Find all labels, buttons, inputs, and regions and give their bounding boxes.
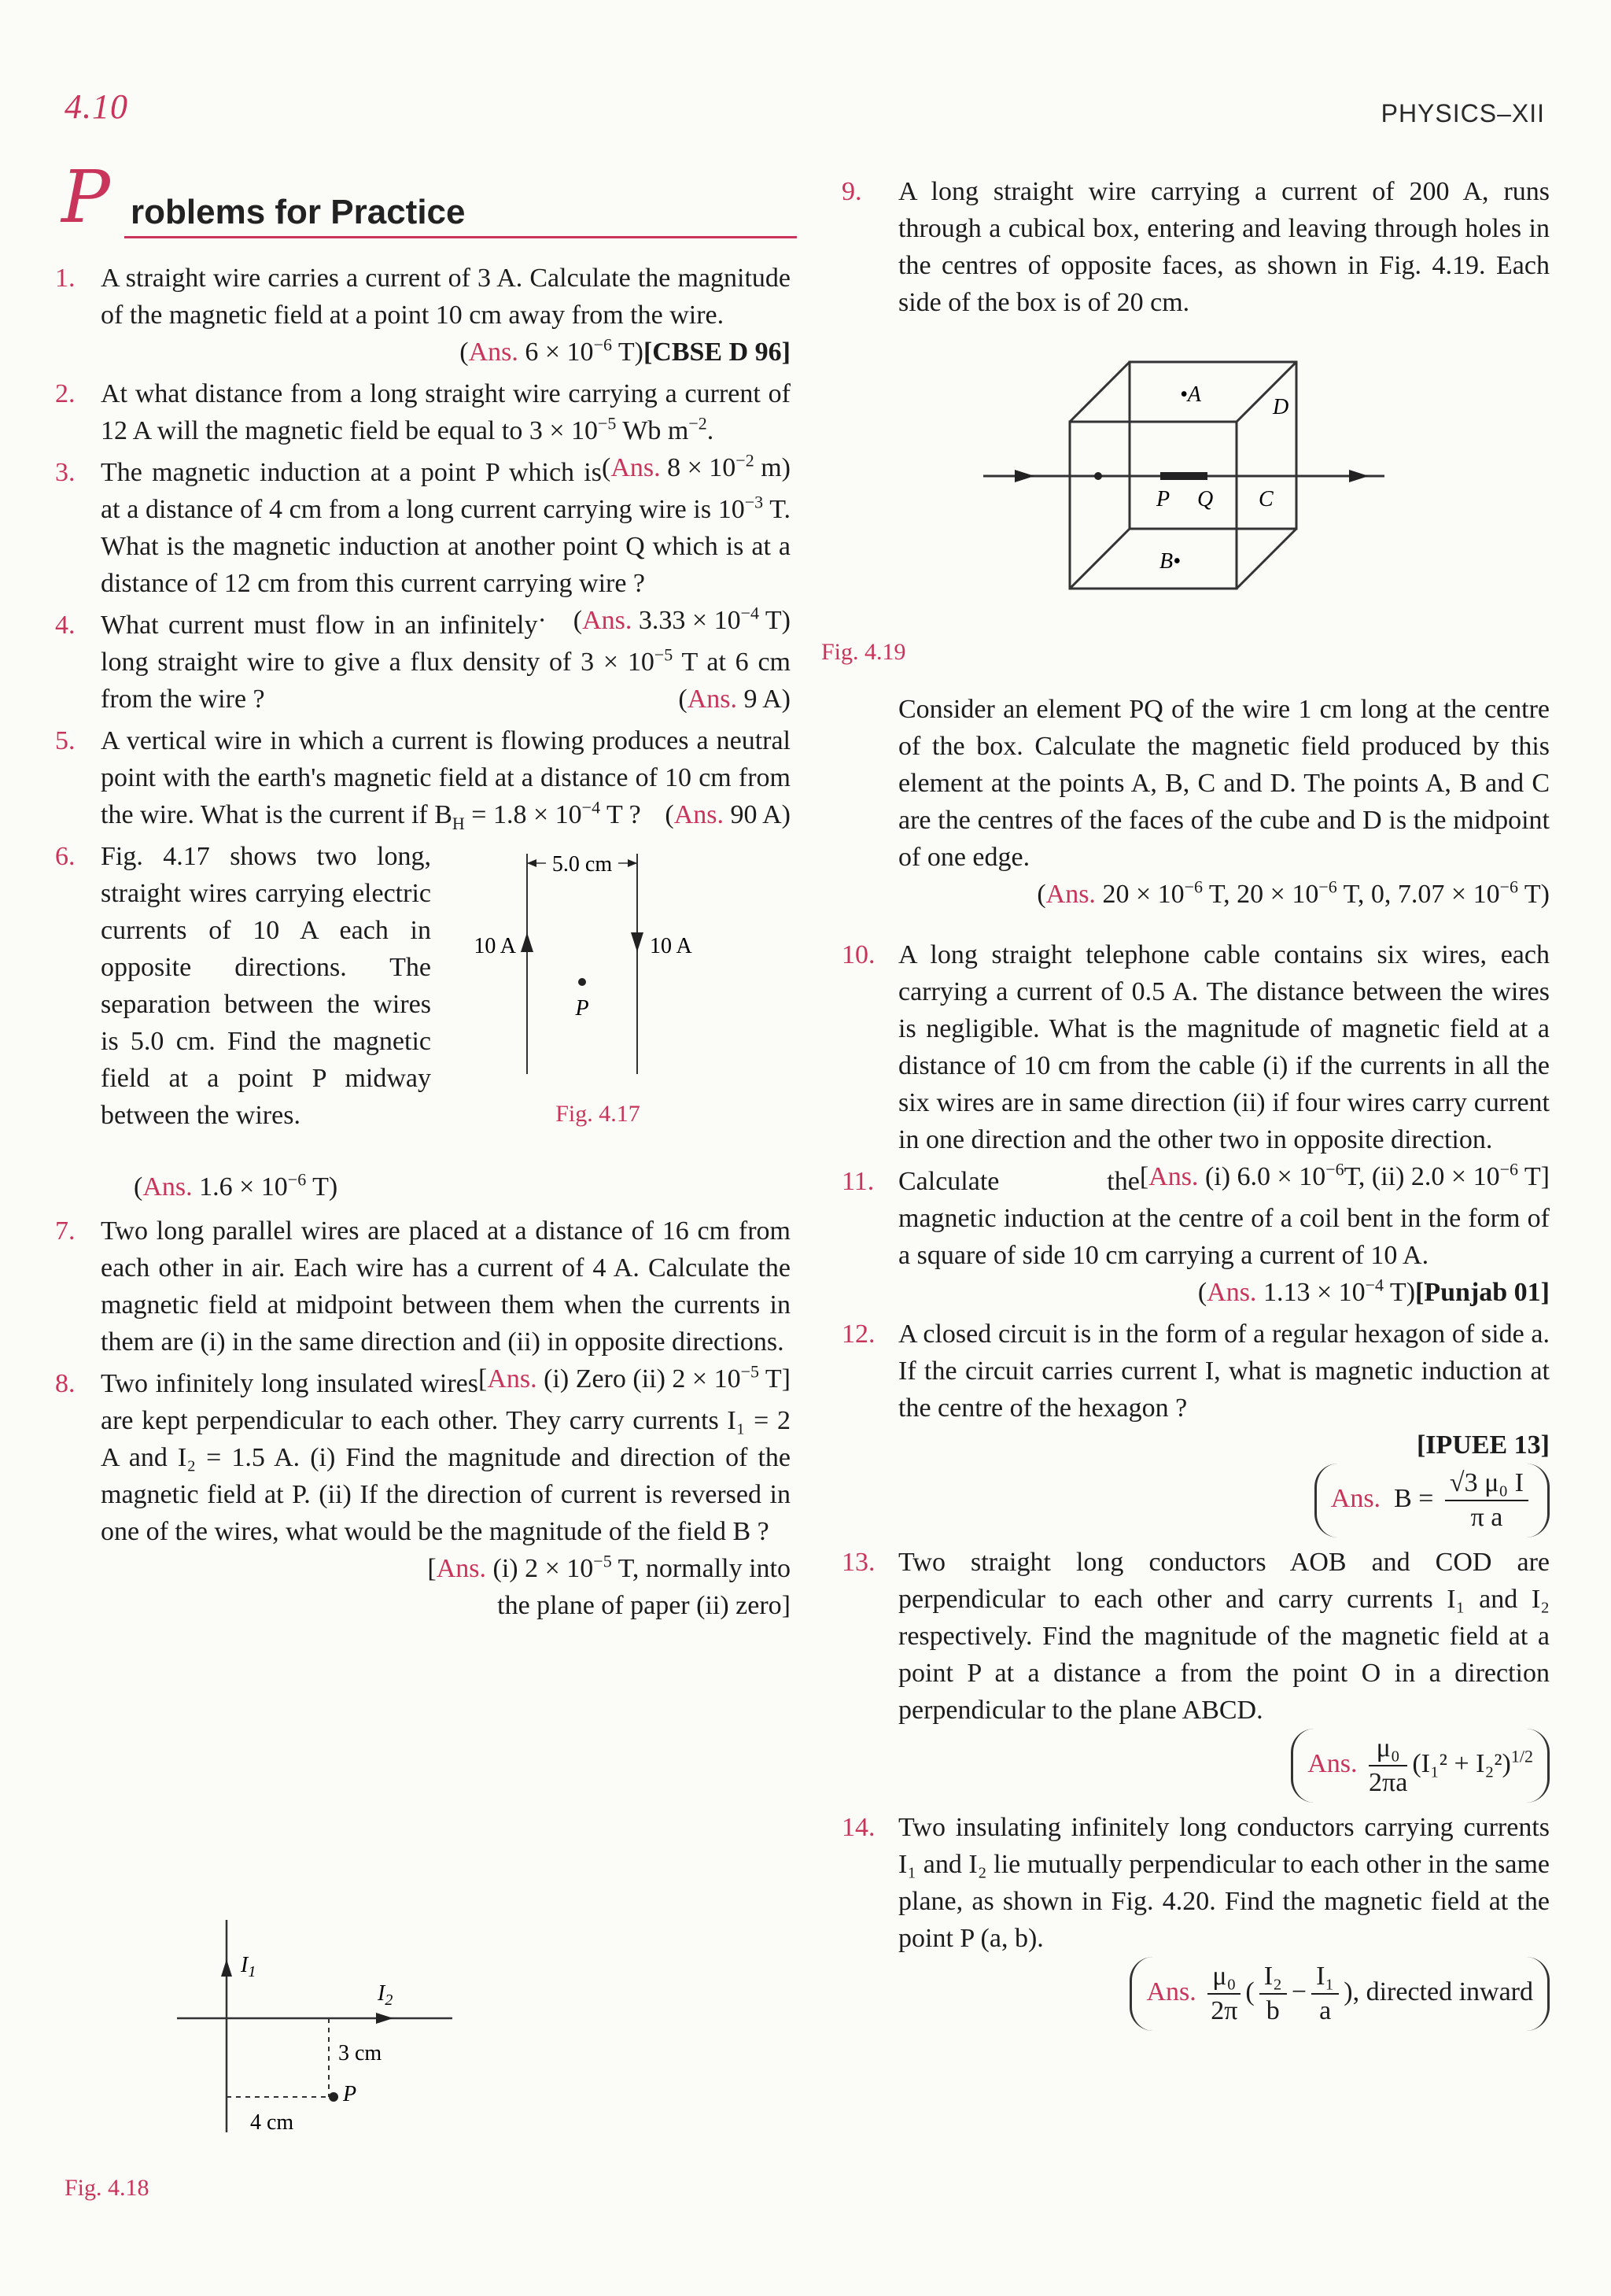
down-arrow-icon [631, 932, 643, 952]
section-heading [61, 155, 797, 240]
problem-number: 7. [55, 1216, 76, 1246]
answer: [Ans. (i) $2 \times 10^{-5}$ T, normally into [427, 1551, 791, 1583]
problem-number: 10. [842, 940, 876, 969]
point-c-label: C [1259, 487, 1274, 511]
answer: (Ans. 90 A) [665, 800, 791, 829]
point-d-label: D [1273, 395, 1289, 419]
problem-number: 12. [842, 1320, 876, 1349]
book-title: PHYSICS–XII [1381, 99, 1545, 127]
point-p-label: P [575, 996, 589, 1021]
problem-text: Calculate the magnetic induction at the centre of a coil bent in the form of a square of side 10 cm carrying a current of 10 A. [898, 1167, 1550, 1270]
right-column-lower [842, 936, 1550, 2036]
problem-text: A long straight telephone cable contains six wires, each carrying a current of 0.5 A. The distance between the wires is negligible. What is the magnitude of magnetic field at a distance of 10 cm from the cable (i) if the currents in all the six wires are in same direction (ii) if four wires carry current in one direction and the other two in opposite direction. [898, 940, 1550, 1154]
answer: (Ans. $1.13 \times 10^{-4}$ T) [1197, 1275, 1416, 1307]
problem-text: Two long parallel wires are placed at a distance of 16 cm from each other in air. Each wire has a current of 4 A. Calculate the magnetic field at midpoint between them when the currents in them are (i) in the same direction and (ii) in opposite directions. [101, 1216, 791, 1357]
problem-text: A straight wire carries a current of 3 A. Calculate the magnitude of the magnetic field at a point 10 cm away from the wire. [101, 264, 791, 330]
answer: [Ans. (i) Zero (ii) $2 \times 10^{-5}$ T] [477, 1361, 791, 1393]
problem-number: 6. [55, 842, 76, 871]
problem-12 [842, 1316, 1550, 1537]
problem-text: The magnetic induction at a point P which is at a distance of 4 cm from a long current carrying wire is 10 [101, 458, 745, 524]
problem-text: Two infinitely long insulated wires are kept perpendicular to each other. They carry currents I₁ = 2 A and I₂ = 1.5 A. (i) Find the magnitude and direction of the magnetic field at P. (ii) If the direction of current is reversed in one of the wires, what would be the magnitude of the field B ? [101, 1369, 791, 1546]
problem-number: 11. [842, 1167, 875, 1196]
problem-14 [842, 1809, 1550, 2031]
figure-caption: Fig. 4.18 [65, 2175, 149, 2201]
answer: (Ans. $20 \times 10^{-6}$ T, $20 \times 10^{-6}$ T, 0, $7.07 \times 10^{-6}$ T) [1037, 877, 1550, 909]
answer: (Ans. $1.6 \times 10^{-6}$ T) [134, 1169, 338, 1202]
problem-9-continued: Consider an element PQ of the wire 1 cm long at the centre of the box. Calculate the magnetic field produced by this element at the points A, B, C and D. The points A, B and C are the centres of the faces of the cube and D is the midpoint of one edge. [898, 695, 1550, 872]
current-left-label: 10 A [474, 934, 516, 958]
point-q-label: Q [1197, 487, 1214, 511]
problem-number: 14. [842, 1813, 876, 1842]
problem-2: 2. At what distance from a long straight wire carrying a current of 12 A will the magnetic field be equal to $3 \times 10^{-5}$ Wb $m^{-2}$. (Ans. $8 \times 10^{-2}$ m) [55, 375, 791, 449]
problem-8 [55, 1365, 791, 1624]
problem-text: A closed circuit is in the form of a regular hexagon of side a. If the circuit carries current I, what is magnetic induction at the centre of the hexagon ? [898, 1320, 1550, 1423]
problem-text: Two insulating infinitely long conductors carrying currents I₁ and I₂ lie mutually perpendicular to each other in the same plane, as shown in Fig. 4.20. Find the magnetic field at the point P (a, b). [898, 1813, 1550, 1953]
point-b-label: B• [1159, 549, 1181, 574]
page-number: 4.10 [65, 87, 128, 126]
problem-number: 2. [55, 379, 76, 408]
figure-caption: Fig. 4.19 [821, 639, 906, 665]
problem-text: A long straight wire carrying a current of 200 A, runs through a cubical box, entering and leaving through holes in the centres of opposite faces, as shown in Fig. 4.19. Each side of the box is of 20 cm. [898, 177, 1550, 317]
point-a-label: •A [1180, 382, 1201, 407]
exam-reference: [CBSE D 96] [643, 338, 791, 367]
spacing-label: 5.0 cm [551, 852, 613, 877]
section-title: roblems for Practice [131, 193, 466, 231]
left-column [55, 260, 791, 1629]
drop-cap: P [61, 155, 110, 239]
problem-number: 5. [55, 726, 76, 755]
figure-caption: Fig. 4.17 [555, 1101, 640, 1127]
answer: Ans. $\frac{\text{μ₀}}{2\pi}$ ( $\frac{\text{I₂}}{b}$ − $\frac{\text{I₁}}{a}$ ), directed inward [898, 1957, 1550, 2031]
problem-1 [55, 260, 791, 371]
i2-label: $I_2$ [378, 1981, 393, 2009]
answer: Ans. B = $\frac{\text{√3 μ₀ I}}{\text{π a}}$ [898, 1464, 1550, 1537]
problem-text: What current must flow in an infinitely long straight wire to give a flux density of 3 × 10 [101, 611, 654, 677]
problem-text: A vertical wire in which a current is flowing produces a neutral point with the earth's magnetic field at a distance of 10 cm from the wire. What is the current if B [101, 726, 791, 829]
answer: (Ans. $6 \times 10^{-6}$ T) [459, 334, 643, 367]
exam-reference: [IPUEE 13] [1416, 1430, 1550, 1460]
distance-4cm-label: 4 cm [250, 2110, 294, 2135]
figure-4-19 [818, 346, 1400, 677]
up-arrow-icon [521, 932, 533, 952]
current-right-label: 10 A [650, 934, 692, 958]
answer: · (Ans. $3.33 \times 10^{-4}$ T) [537, 603, 791, 635]
problem-11 [842, 1163, 1550, 1311]
figure-4-17 [464, 838, 763, 1168]
answer: [Ans. (i) $6.0 \times 10^{-6}T$, (ii) $2.0 \times 10^{-6}$ T] [1139, 1159, 1550, 1191]
right-column-continued [898, 691, 1550, 913]
problem-text: Fig. 4.17 shows two long, straight wires carrying electric currents of 10 A each in opposite directions. The separation between the wires is 5.0 cm. Find the magnetic field at a point P midway between the wires. [101, 842, 431, 1130]
problem-number: 4. [55, 611, 76, 640]
problem-13 [842, 1544, 1550, 1803]
i1-label: $I_1$ [241, 1953, 256, 1980]
problem-number: 8. [55, 1369, 76, 1398]
problem-number: 13. [842, 1548, 876, 1577]
answer: (Ans. $8 \times 10^{-2}$ m) [601, 450, 791, 482]
problem-5: 5. A vertical wire in which a current is flowing produces a neutral point with the earth's magnetic field at a distance of 10 cm from the wire. What is the current if $B_H = 1.8 \times 10^{-4}$ T ? (Ans. 90 A) [55, 722, 791, 833]
right-column [842, 173, 1550, 326]
point-p-label: P [343, 2082, 357, 2106]
figure-4-18 [55, 1904, 496, 2219]
problem-number: 9. [842, 177, 862, 206]
problem-text: At what distance from a long straight wire carrying a current of 12 A will the magnetic field be equal to 3 × 10 [101, 379, 791, 445]
problem-number: 3. [55, 458, 76, 487]
problem-7 [55, 1213, 791, 1393]
point-p-label: P [1156, 487, 1170, 511]
distance-3cm-label: 3 cm [338, 2041, 382, 2065]
problem-text: Two straight long conductors AOB and COD are perpendicular to each other and carry currents I₁ and I₂ respectively. Find the magnitude of the magnetic field at a point P at a distance a from the point O in a direction perpendicular to the plane ABCD. [898, 1548, 1550, 1725]
answer: (Ans. 9 A) [678, 685, 791, 714]
exam-reference: [Punjab 01] [1415, 1278, 1550, 1307]
problem-number: 1. [55, 264, 76, 293]
problem-4: 4. What current must flow in an infinitely long straight wire to give a flux density of $3 \times 10^{-5}$ T at 6 cm from the wire ? (Ans. 9 A) [55, 607, 791, 718]
problem-6 [55, 838, 791, 1208]
problem-9 [842, 173, 1550, 321]
answer-continued: the plane of paper (ii) zero] [497, 1591, 791, 1620]
problem-3: 3. The magnetic induction at a point P which is at a distance of 4 cm from a long current carrying wire is $10^{-3}$ T. What is the magnetic induction at another point Q which is at a distance of 12 cm from this current carrying wire ? · (Ans. $3.33 \times 10^{-4}$ T) [55, 454, 791, 602]
answer: Ans. $\frac{\text{μ₀}}{2\pi a}$ $(I_1^2 + I_2^2)^{1/2}$ [898, 1729, 1550, 1803]
title-underline [124, 236, 797, 238]
